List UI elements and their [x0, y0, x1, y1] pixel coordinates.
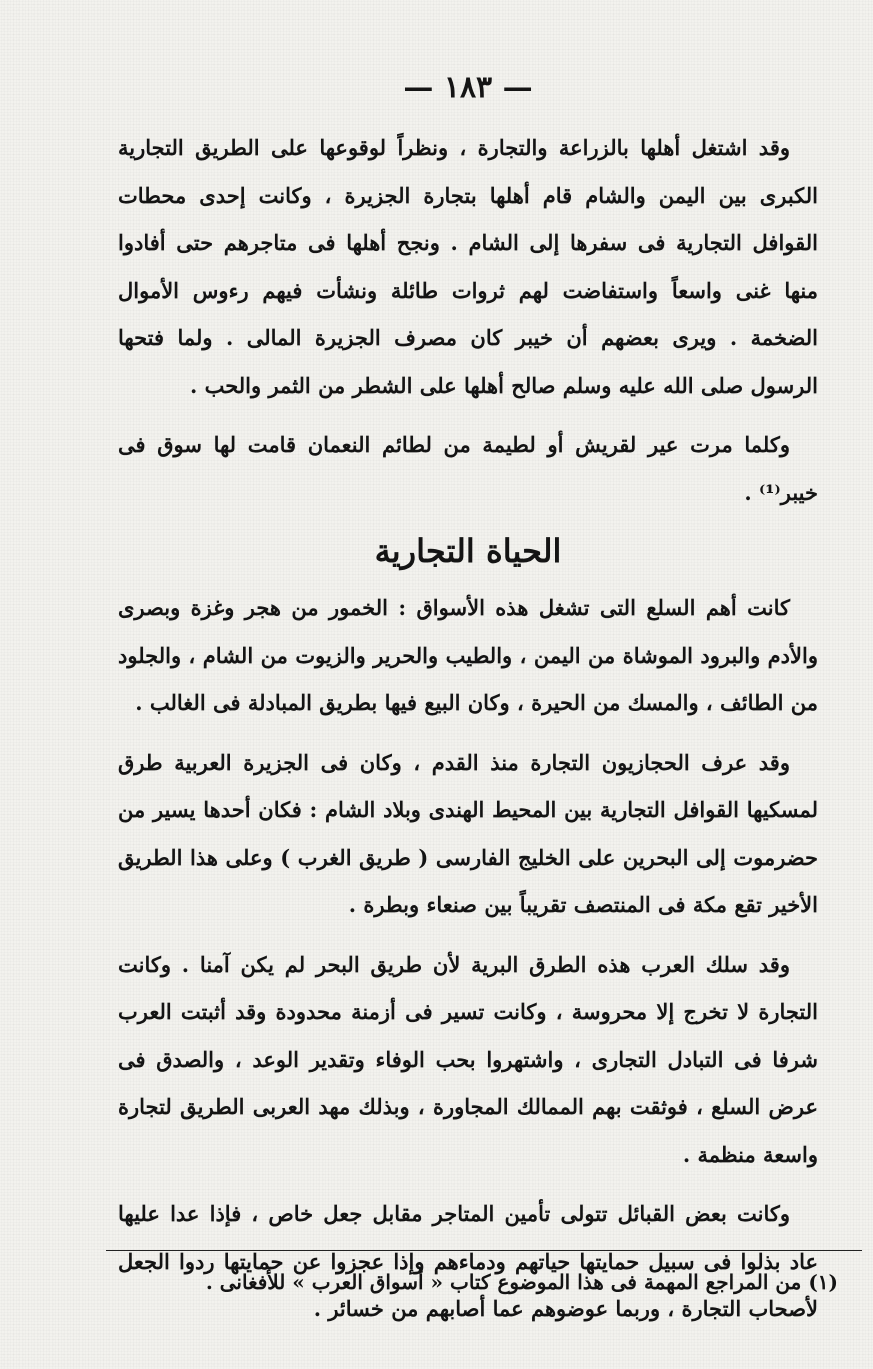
paragraph-goods: كانت أهم السلع التى تشغل هذه الأسواق : الخمور من هجر وغزة وبصرى والأدم والبرود الموشاة من اليمن ، والطيب والحرير والزيوت من الشام ، والجلود من الطائف ، والمسك من الحيرة ، وكان البيع فيها بطريق المبادلة فى الغالب . [118, 595, 818, 715]
paragraph-trade-routes: وقد عرف الحجازيون التجارة منذ القدم ، وكان فى الجزيرة العربية طرق لمسكيها القوافل التجارية بين المحيط الهندى وبلاد الشام : فكان أحدها يسير من حضرموت إلى البحرين على الخليج الفارسى ( طريق الغرب ) وعلى هذا الطريق الأخير تقع مكة فى المنتصف تقريباً بين صنعاء وبطرة . [118, 749, 818, 917]
page-body [118, 68, 818, 1333]
paragraph-agriculture-trade: وقد اشتغل أهلها بالزراعة والتجارة ، ونظراً لوقوعها على الطريق التجارية الكبرى بين اليمن والشام قام أهلها بتجارة الجزيرة ، وكانت إحدى محطات القوافل التجارية فى سفرها إلى الشام . ونجح أهلها فى متاجرهم حتى أفادوا منها غنى واسعاً واستفاضت لهم ثروات طائلة ونشأت فيهم رءوس الأموال الضخمة . ويرى بعضهم أن خيبر كان مصرف الجزيرة المالى . ولما فتحها الرسول صلى الله عليه وسلم صالح أهلها على الشطر من الثمر والحب . [118, 135, 818, 398]
footnote: (١) من المراجع المهمة فى هذا الموضوع كتاب « أسواق العرب » للأفغانى . [205, 1270, 838, 1294]
paragraph-quraysh-caravans: وكلما مرت عير لقريش أو لطيمة من لطائم النعمان قامت لها سوق فى خيبر⁽¹⁾ . [118, 432, 818, 505]
paragraph-land-routes: وقد سلك العرب هذه الطرق البرية لأن طريق البحر لم يكن آمنا . وكانت التجارة لا تخرج إلا محروسة ، وكانت تسير فى أزمنة محدودة وقد أثبتت العرب شرفا فى التبادل التجارى ، واشتهروا بحب الوفاء وتقدير الوعد ، والصدق فى عرض السلع ، فوثقت بهم الممالك المجاورة ، وبذلك مهد العربى الطريق لتجارة واسعة منظمة . [118, 951, 818, 1167]
footnote-divider [106, 1250, 862, 1251]
paragraph-tribal-protection: وكانت بعض القبائل تتولى تأمين المتاجر مقابل جعل خاص ، فإذا عدا عليها عاد بذلوا فى سبيل حمايتها حياتهم ودماءهم وإذا عجزوا عن حمايتها ردوا الجعل لأصحاب التجارة ، وربما عوضوهم عما أصابهم من خسائر . [118, 1201, 818, 1321]
page-number: — ١٨٣ — [403, 70, 533, 105]
section-heading: الحياة التجارية [374, 532, 562, 570]
